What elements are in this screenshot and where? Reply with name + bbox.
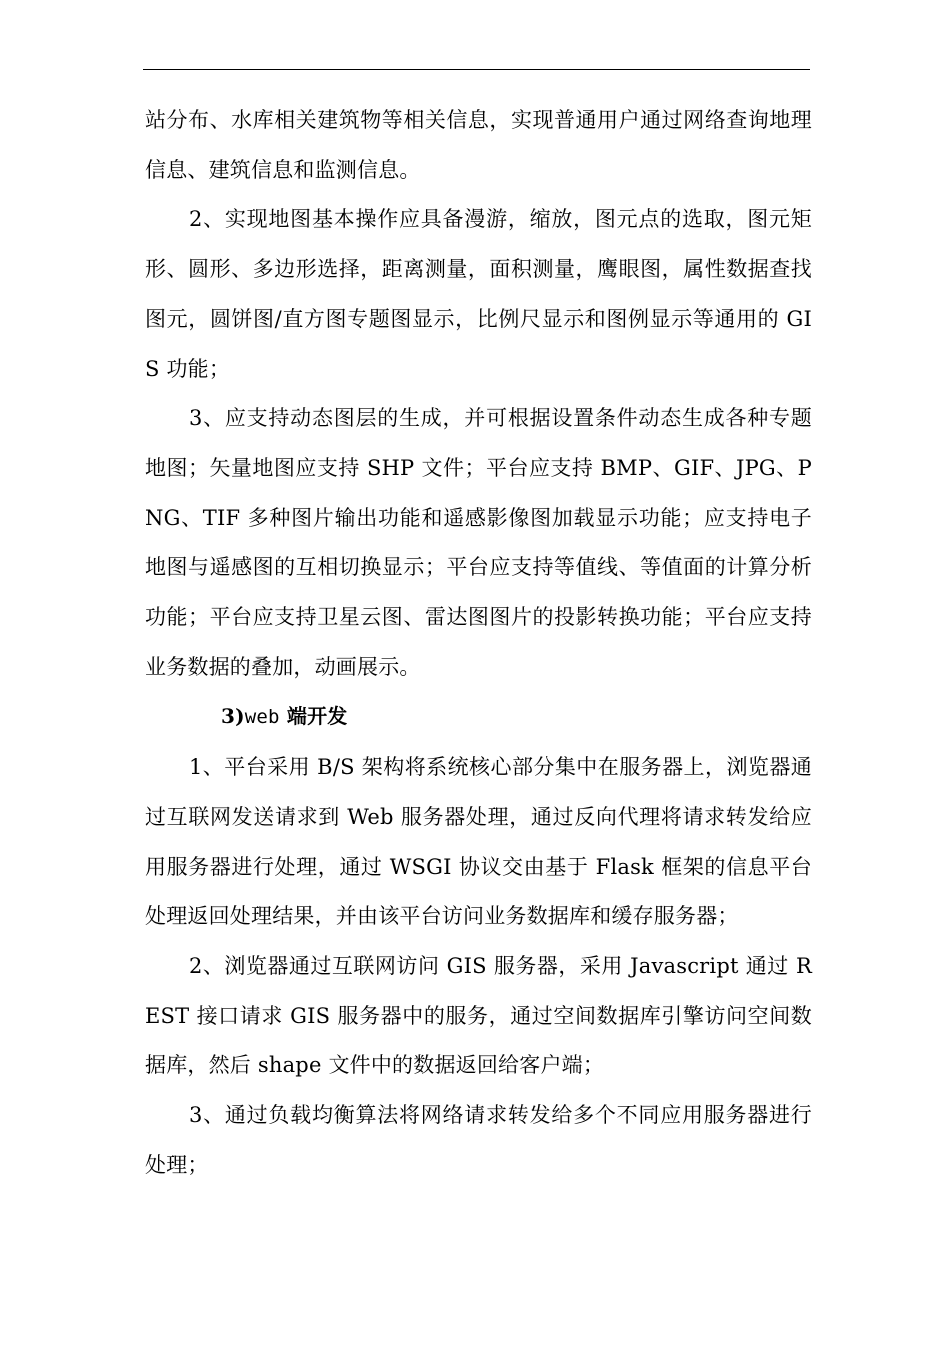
- paragraph-item-2: 2、实现地图基本操作应具备漫游，缩放，图元点的选取，图元矩形、圆形、多边形选择，距离测量，面积测量，鹰眼图，属性数据查找图元，圆饼图/直方图专题图显示，比例尺显示和图例显示等通用的 GIS 功能；: [145, 207, 812, 381]
- paragraph-item-3: 3、应支持动态图层的生成，并可根据设置条件动态生成各种专题地图；矢量地图应支持 SHP 文件；平台应支持 BMP、GIF、JPG、PNG、TIF 多种图片输出功能和遥感影像图加载显示功能；应支持电子地图与遥感图的互相切换显示；平台应支持等值线、等值面的计算分析功能；平台应支持卫星云图、雷达图图片的投影转换功能；平台应支持业务数据的叠加，动画展示。: [145, 406, 812, 679]
- section-heading-web: web: [244, 706, 280, 729]
- section-paragraph-3: 3、通过负载均衡算法将网络请求转发给多个不同应用服务器进行处理；: [145, 1103, 812, 1177]
- section-paragraph-1: 1、平台采用 B/S 架构将系统核心部分集中在服务器上，浏览器通过互联网发送请求到 Web 服务器处理，通过反向代理将请求转发给应用服务器进行处理，通过 WSGI 协议交由基于 Flask 框架的信息平台处理返回处理结果，并由该平台访问业务数据库和缓存服务器；: [145, 755, 812, 929]
- header-rule: [143, 69, 810, 70]
- section-paragraph-2: 2、浏览器通过互联网访问 GIS 服务器，采用 Javascript 通过 REST 接口请求 GIS 服务器中的服务，通过空间数据库引擎访问空间数据库，然后 shape 文件中的数据返回给客户端；: [145, 953, 812, 1078]
- document-body: [145, 96, 812, 1190]
- paragraph-continuation: 站分布、水库相关建筑物等相关信息，实现普通用户通过网络查询地理信息、建筑信息和监测信息。: [145, 108, 812, 182]
- section-number: 3): [221, 704, 245, 729]
- section-heading: [145, 692, 812, 743]
- section-heading-text: 端开发: [279, 704, 348, 729]
